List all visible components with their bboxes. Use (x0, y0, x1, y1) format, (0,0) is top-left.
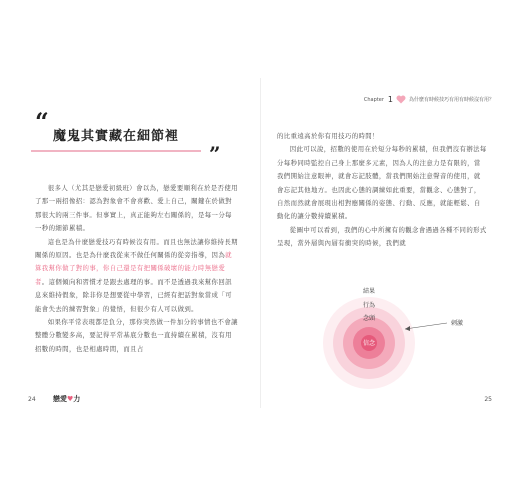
page-number: 25 (484, 396, 492, 403)
paragraph (35, 316, 238, 356)
belief-layers-diagram (309, 271, 479, 391)
paragraph (35, 236, 238, 316)
highlighted-text: 就算我幫你做了對的事，你自己還是有把關係破壞的能力時無戀愛者 (35, 251, 232, 286)
page-number: 24 (28, 396, 36, 403)
left-body-text (35, 182, 238, 356)
book-title-part: 戀愛 (53, 395, 67, 403)
paragraph-text: 。這個傾向和習慣才是跟去處理的事。而不是透過我來幫你回訊息來維持假象，除非你是想要從中學習，已經有把話對象當成「可能會失去的練習對象」的覺悟，但很少有人可以做到。 (35, 277, 232, 313)
chapter-number: 1 (387, 95, 393, 104)
layer-label: 念頭 (362, 315, 376, 322)
heart-icon (396, 95, 406, 104)
title-underline (31, 150, 201, 152)
core-label: 信念 (362, 340, 376, 347)
book-spread (13, 78, 508, 408)
layer-label: 結果 (362, 288, 376, 295)
book-title-part: 力 (73, 395, 81, 403)
paragraph: 從圖中可以看到，我們的心中所擁有的觀念會遇過各種不同的形式呈現，當外層與內層有衝突的時候，我們就 (277, 225, 487, 248)
section-title: 魔鬼其實藏在細節裡 (53, 129, 180, 144)
left-page (13, 78, 260, 408)
heart-icon: ♥ (67, 395, 74, 403)
close-quote-mark: ” (209, 142, 221, 166)
paragraph-text: 這也是為什麼戀愛技巧有時候沒有用。而且也無法讓你維持長期關係的原因。也是為什麼我從來不做任何關係的從旁指導，因為 (35, 237, 238, 260)
paragraph-text: 很多人（尤其是戀愛初級班）會以為，戀愛要順利在於是否使用了那一兩招像招：認為對象會不會喜歡、愛上自己，關鍵在於做對那很大的兩三件事。但事實上，真正能夠左右關係的，是每一分每一秒的細節累積。 (35, 184, 238, 233)
chapter-label: Chapter (363, 96, 384, 103)
paragraph (35, 182, 238, 236)
paragraph: 的比重遠高於你有用技巧的時間！ (277, 132, 379, 140)
right-page (261, 78, 508, 408)
paragraph: 因此可以說，招數的使用在於短分每秒的累積，但我們沒有辦法每分每秒同時監控自己身上那麼多元素，因為人的注意力是有限的，當我們開始注意眼神，就會忘記肢體，當我們開始注意聲音的使用，就會忘記其他地方。也因此心態的調練如此重要，當觀念、心態對了，自然而然就會展現出相對應關係的姿態、行動、反應，就能輕鬆、自動化的讓分數持續累積。 (277, 145, 487, 221)
book-title-footer (53, 394, 80, 404)
layer-label: 行為 (362, 302, 376, 309)
running-head (364, 95, 494, 104)
running-head-title: 為什麼有時候技巧有用有時候沒有用？ (408, 97, 494, 103)
stimulus-label: 刺激 (451, 320, 464, 327)
paragraph-text: 如果你平常表現都是負分，那你突然做一件加分的事情也不會讓整體分數變多高，要記得平常基底分數也一直持續在累積，沒有用招數的時間，也是相處時間，而且占 (35, 318, 238, 353)
open-quote-mark: “ (35, 107, 49, 136)
right-body-text (277, 130, 487, 251)
